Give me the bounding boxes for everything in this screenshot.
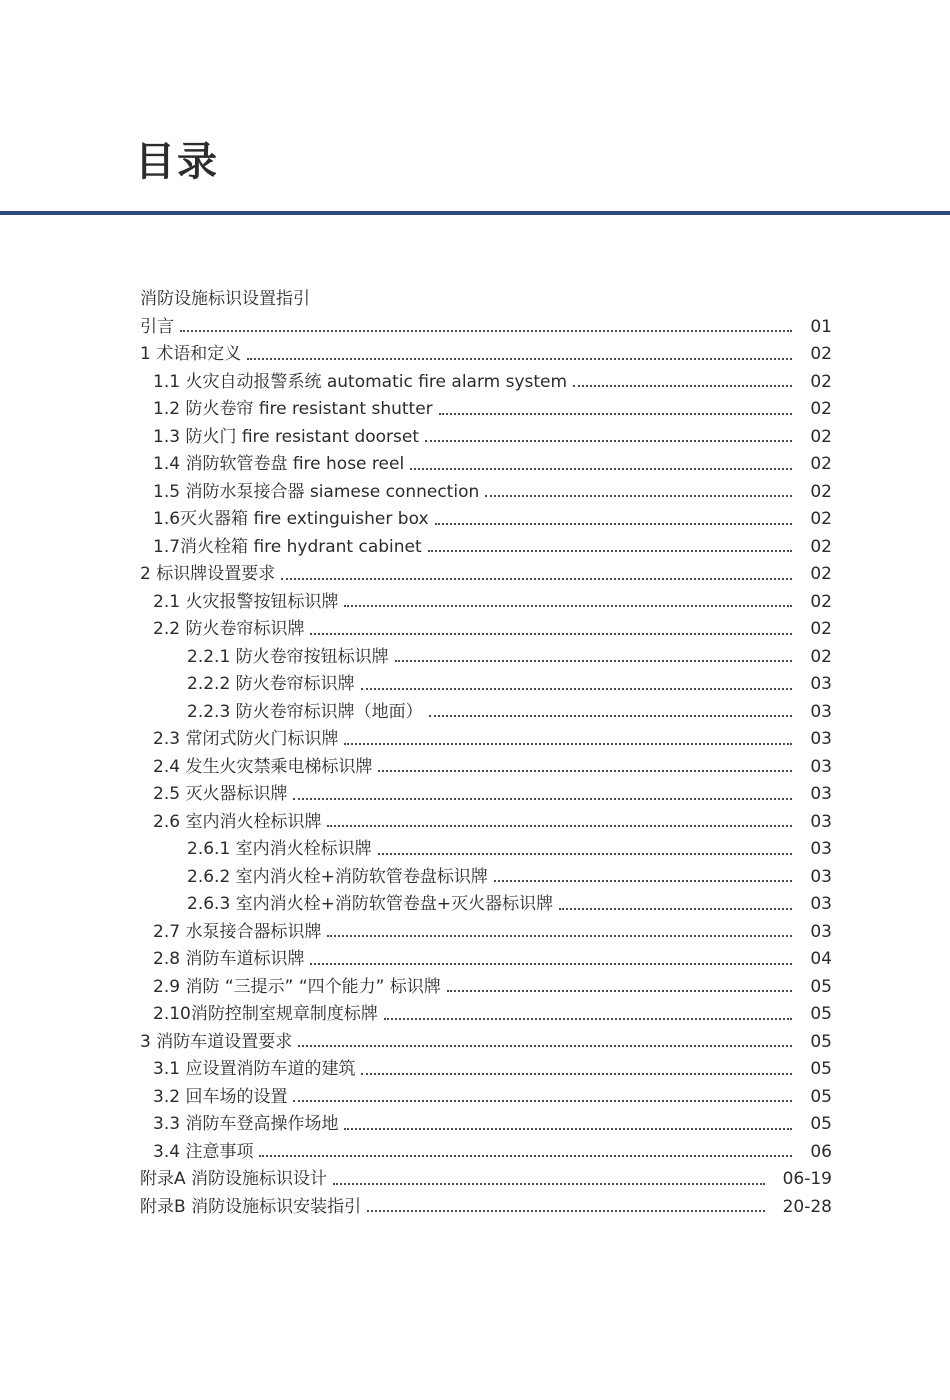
toc-entry-label: 3 消防车道设置要求 xyxy=(140,1031,293,1052)
toc-dot-leader xyxy=(180,330,792,332)
toc-entry-3[interactable] xyxy=(140,1029,832,1057)
toc-entry-page: 02 xyxy=(810,646,832,667)
toc-entry-page: 04 xyxy=(810,949,832,969)
toc-entry-page: 02 xyxy=(810,371,832,392)
toc-entry-label: 3.3 消防车登高操作场地 xyxy=(153,1114,339,1134)
toc-entry-label: 1.5 消防水泵接合器 siamese connection xyxy=(153,481,480,502)
toc-dot-leader xyxy=(344,605,792,607)
toc-entry-label: 2.6.3 室内消火栓+消防软管卷盘+灭火器标识牌 xyxy=(187,894,554,914)
toc-entry-label: 2 标识牌设置要求 xyxy=(140,564,276,584)
toc-entry-page: 05 xyxy=(810,1114,832,1134)
toc-entry-label: 2.6.2 室内消火栓+消防软管卷盘标识牌 xyxy=(187,866,488,887)
toc-dot-leader xyxy=(573,385,792,387)
toc-entry-label: 2.2 防火卷帘标识牌 xyxy=(153,619,305,639)
toc-entry-2-2[interactable] xyxy=(140,616,832,644)
toc-entry-label: 1.1 火灾自动报警系统 automatic fire alarm system xyxy=(153,371,568,392)
toc-entry-page: 03 xyxy=(810,701,832,722)
toc-entry-label: 3.1 应设置消防车道的建筑 xyxy=(153,1059,356,1079)
toc-entry-page: 20-28 xyxy=(782,1196,832,1217)
toc-entry-label: 2.10消防控制室规章制度标牌 xyxy=(153,1004,378,1024)
toc-heading: 消防设施标识设置指引 xyxy=(140,289,310,309)
toc-entry-page: 06-19 xyxy=(782,1169,832,1189)
toc-entry-label: 附录A 消防设施标识设计 xyxy=(140,1169,328,1189)
toc-entry-3-1[interactable] xyxy=(140,1056,832,1084)
toc-entry-1-4[interactable] xyxy=(140,451,832,479)
toc-entry-page: 03 xyxy=(810,756,832,777)
toc-entry-label: 引言 xyxy=(140,316,174,337)
toc-entry-page: 02 xyxy=(810,344,832,364)
toc-dot-leader xyxy=(425,440,792,442)
toc-entry-2-10[interactable] xyxy=(140,1001,832,1029)
toc-entry-2-6-3[interactable] xyxy=(140,891,832,919)
toc-entry-label: 1.7消火栓箱 fire hydrant cabinet xyxy=(153,536,422,557)
toc-entry-page: 02 xyxy=(810,591,832,612)
toc-dot-leader xyxy=(281,578,792,580)
toc-entry-2-6[interactable] xyxy=(140,809,832,837)
toc-entry-page: 03 xyxy=(810,921,832,942)
toc-dot-leader xyxy=(435,523,792,525)
toc-entry-2-3[interactable] xyxy=(140,726,832,754)
toc-entry-2-2-2[interactable] xyxy=(140,671,832,699)
toc-entry-page: 02 xyxy=(810,619,832,639)
toc-dot-leader xyxy=(361,1073,792,1075)
toc-entry-2-4[interactable] xyxy=(140,754,832,782)
toc-entry-label: 2.8 消防车道标识牌 xyxy=(153,949,305,969)
toc-dot-leader xyxy=(410,468,792,470)
toc-entry-2[interactable] xyxy=(140,561,832,589)
toc-entry-page: 03 xyxy=(810,811,832,832)
toc-entry-3-2[interactable] xyxy=(140,1084,832,1112)
toc-entry-page: 02 xyxy=(810,536,832,557)
toc-dot-leader xyxy=(247,358,792,360)
toc-entry-2-5[interactable] xyxy=(140,781,832,809)
toc-entry-2-9[interactable] xyxy=(140,974,832,1002)
toc-entry-label: 1 术语和定义 xyxy=(140,344,242,364)
toc-entry-label: 2.6.1 室内消火栓标识牌 xyxy=(187,839,372,859)
page-title: 目录 xyxy=(135,139,219,185)
toc-dot-leader xyxy=(310,633,792,635)
toc-entry-page: 05 xyxy=(810,1059,832,1079)
table-of-contents xyxy=(140,286,832,1221)
toc-entry-2-2-1[interactable] xyxy=(140,644,832,672)
toc-entry-1[interactable] xyxy=(140,341,832,369)
toc-entry-label: 2.7 水泵接合器标识牌 xyxy=(153,921,322,942)
toc-entry-page: 03 xyxy=(810,784,832,804)
toc-entry-3-3[interactable] xyxy=(140,1111,832,1139)
toc-entry-page: 03 xyxy=(810,674,832,694)
toc-entry-label: 2.4 发生火灾禁乘电梯标识牌 xyxy=(153,756,373,777)
toc-entry-page: 02 xyxy=(810,564,832,584)
toc-entry-label: 1.2 防火卷帘 fire resistant shutter xyxy=(153,399,433,419)
toc-entry-label: 2.2.3 防火卷帘标识牌（地面） xyxy=(187,701,423,722)
toc-entry-1-7[interactable] xyxy=(140,534,832,562)
toc-entry-page: 05 xyxy=(810,1031,832,1052)
toc-entry-page: 02 xyxy=(810,509,832,529)
toc-entry-3-4[interactable] xyxy=(140,1139,832,1167)
toc-entry-label: 2.3 常闭式防火门标识牌 xyxy=(153,729,339,749)
toc-entry-page: 02 xyxy=(810,481,832,502)
toc-entry-2-6-2[interactable] xyxy=(140,864,832,892)
toc-dot-leader xyxy=(293,1100,792,1102)
toc-entry-label: 1.3 防火门 fire resistant doorset xyxy=(153,426,420,447)
toc-entry-page: 03 xyxy=(810,866,832,887)
toc-dot-leader xyxy=(447,990,792,992)
toc-dot-leader xyxy=(378,853,792,855)
toc-entry-label: 1.4 消防软管卷盘 fire hose reel xyxy=(153,454,405,474)
title-divider xyxy=(0,211,950,215)
toc-dot-leader xyxy=(429,715,792,717)
toc-dot-leader xyxy=(327,825,792,827)
toc-entry-2-1[interactable] xyxy=(140,589,832,617)
toc-dot-leader xyxy=(485,495,792,497)
toc-dot-leader xyxy=(439,413,792,415)
toc-entry-label: 2.1 火灾报警按钮标识牌 xyxy=(153,591,339,612)
toc-entry-page: 02 xyxy=(810,454,832,474)
toc-dot-leader xyxy=(293,798,792,800)
toc-entry-1-1[interactable] xyxy=(140,369,832,397)
toc-entry-page: 05 xyxy=(810,976,832,997)
toc-dot-leader xyxy=(344,743,792,745)
toc-entry-label: 2.6 室内消火栓标识牌 xyxy=(153,811,322,832)
toc-entry-page: 03 xyxy=(810,729,832,749)
toc-entry-1-2[interactable] xyxy=(140,396,832,424)
toc-dot-leader xyxy=(378,770,792,772)
toc-entry-2-8[interactable] xyxy=(140,946,832,974)
toc-entry-page: 06 xyxy=(810,1141,832,1162)
toc-entry-label: 2.2.2 防火卷帘标识牌 xyxy=(187,674,355,694)
toc-entry-page: 01 xyxy=(810,316,832,337)
toc-entry-label: 2.2.1 防火卷帘按钮标识牌 xyxy=(187,646,389,667)
toc-entry-appendix-a[interactable] xyxy=(140,1166,832,1194)
toc-entry-2-2-3[interactable] xyxy=(140,699,832,727)
toc-dot-leader xyxy=(428,550,792,552)
toc-entry-page: 03 xyxy=(810,839,832,859)
toc-entry-page: 05 xyxy=(810,1086,832,1107)
toc-entry-1-6[interactable] xyxy=(140,506,832,534)
toc-entry-2-6-1[interactable] xyxy=(140,836,832,864)
toc-entry-page: 03 xyxy=(810,894,832,914)
toc-entry-label: 2.9 消防 “三提示” “四个能力” 标识牌 xyxy=(153,976,441,997)
toc-dot-leader xyxy=(367,1210,765,1212)
toc-entry-page: 02 xyxy=(810,399,832,419)
toc-entry-label: 1.6灭火器箱 fire extinguisher box xyxy=(153,509,429,529)
toc-entry-2-7[interactable] xyxy=(140,919,832,947)
toc-dot-leader xyxy=(395,660,792,662)
toc-dot-leader xyxy=(494,880,792,882)
toc-entry-1-3[interactable] xyxy=(140,424,832,452)
toc-entry-intro[interactable] xyxy=(140,314,832,342)
toc-dot-leader xyxy=(559,908,792,910)
toc-entry-label: 3.4 注意事项 xyxy=(153,1141,254,1162)
toc-entry-page: 02 xyxy=(810,426,832,447)
toc-dot-leader xyxy=(384,1018,792,1020)
toc-dot-leader xyxy=(333,1183,765,1185)
toc-dot-leader xyxy=(344,1128,792,1130)
toc-entry-appendix-b[interactable] xyxy=(140,1194,832,1222)
toc-dot-leader xyxy=(310,963,792,965)
toc-dot-leader xyxy=(361,688,792,690)
toc-dot-leader xyxy=(327,935,792,937)
toc-entry-1-5[interactable] xyxy=(140,479,832,507)
toc-entry-label: 2.5 灭火器标识牌 xyxy=(153,784,288,804)
toc-entry-label: 附录B 消防设施标识安装指引 xyxy=(140,1196,362,1217)
toc-entry-page: 05 xyxy=(810,1004,832,1024)
toc-dot-leader xyxy=(259,1155,792,1157)
toc-dot-leader xyxy=(298,1045,792,1047)
toc-entry-label: 3.2 回车场的设置 xyxy=(153,1086,288,1107)
